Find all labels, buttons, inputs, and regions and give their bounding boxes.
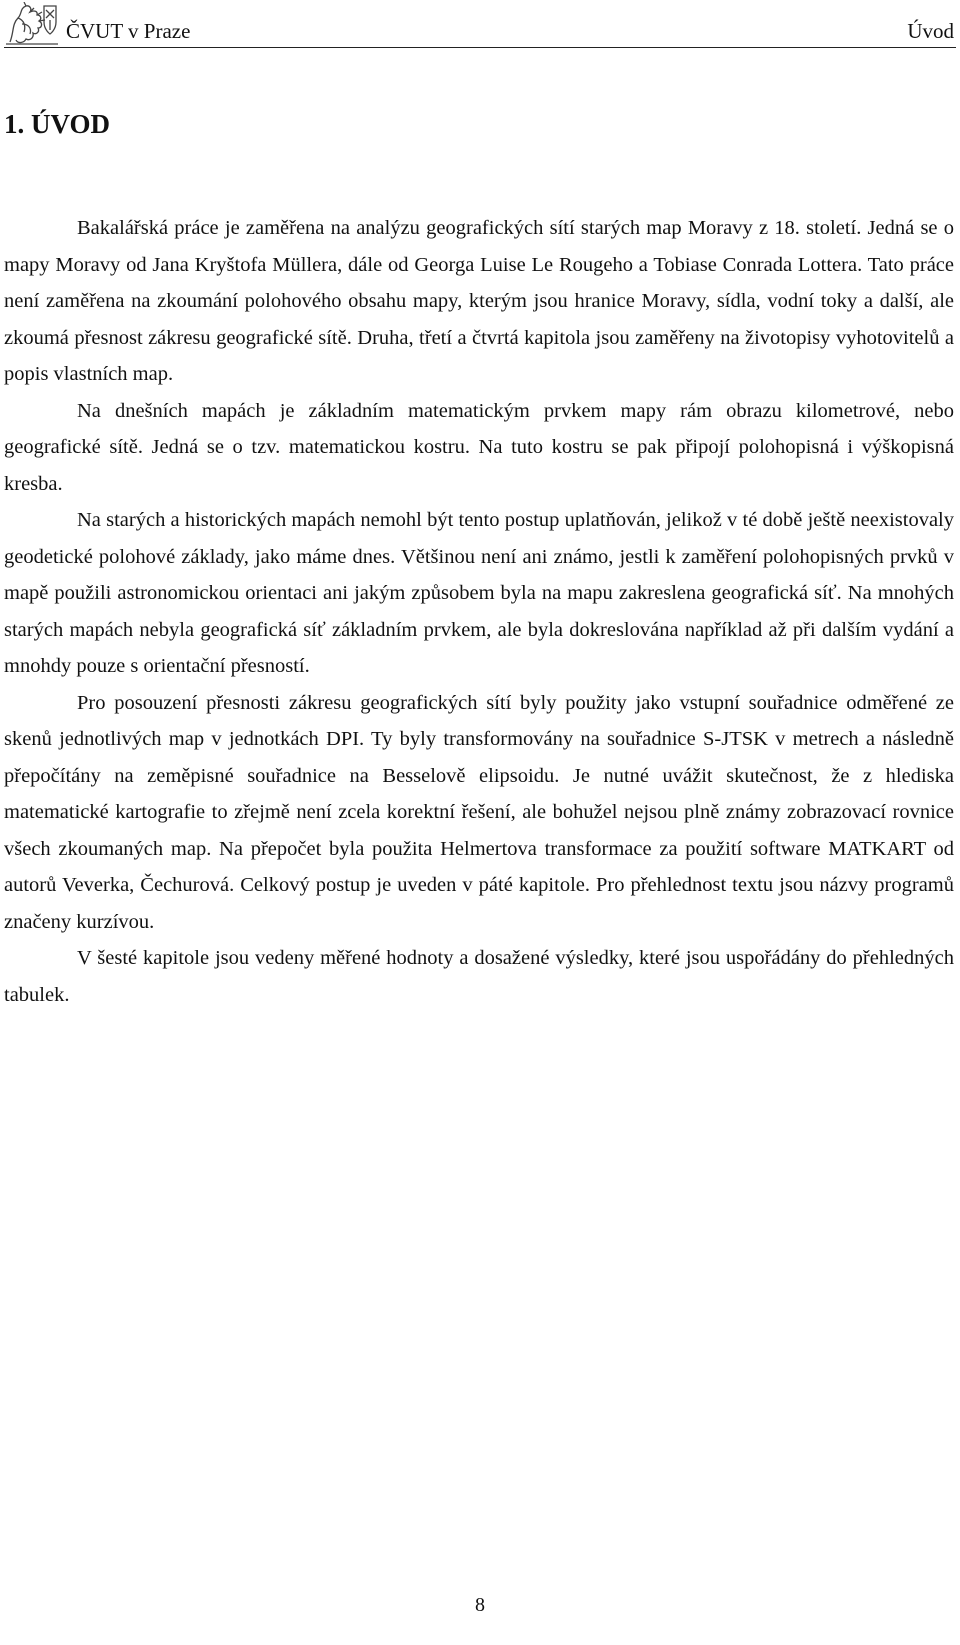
page-number: 8 — [475, 1594, 485, 1616]
header-section-title: Úvod — [907, 19, 954, 43]
paragraph-results: V šesté kapitole jsou vedeny měřené hodnoty a dosažené výsledky, které jsou uspořádány do přehledných tabulek. — [4, 947, 954, 1006]
paragraph-method: Pro posouzení přesnosti zákresu geografických sítí byly použity jako vstupní souřadnice odměřené ze skenů jednotlivých map v jednotkách DPI. Ty byly transformovány na souřadnice S-JTSK v metrech a následně přepočítány na zeměpisné souřadnice na Besselově elipsoidu. Je nutné uvážit skutečnost, že z hlediska matematické kartografie to zřejmě není zcela korektní řešení, ale bohužel nejsou plně známy zobrazovací rovnice všech zkoumaných map. Na přepočet byla použita Helmertova transformace za použití software MATKART od autorů Veverka, Čechurová. Celkový postup je uveden v páté kapitole. Pro přehlednost textu jsou názvy programů značeny kurzívou. — [4, 691, 954, 933]
body-text — [4, 210, 954, 1013]
page-header — [0, 0, 960, 50]
paragraph-historical-maps: Na starých a historických mapách nemohl být tento postup uplatňován, jelikož v té době ještě neexistovaly geodetické polohové základy, jako máme dnes. Většinou není ani známo, jestli k zaměření polohopisných prvků v mapě použili astronomickou orientaci ani jakým způsobem byla na mapu zakreslena geografická síť. Na mnohých starých mapách nebyla geografická síť základním prvkem, ale byla dokreslována například až při dalším vydání a mnohdy pouze s orientační přesností. — [4, 509, 954, 677]
chapter-heading: 1. ÚVOD — [4, 109, 110, 139]
cvut-lion-logo-icon — [4, 2, 60, 46]
header-divider — [4, 47, 956, 48]
paragraph-modern-maps: Na dnešních mapách je základním matematickým prvkem mapy rám obrazu kilometrové, nebo geografické sítě. Jedná se o tzv. matematickou kostru. Na tuto kostru se pak připojí polohopisná i výškopisná kresba. — [4, 399, 954, 495]
paragraph-intro: Bakalářská práce je zaměřena na analýzu geografických sítí starých map Moravy z 18. století. Jedná se o mapy Moravy od Jana Kryštofa Müllera, dále od Georga Luise Le Rougeho a Tobiase Conrada Lottera. Tato práce není zaměřena na zkoumání polohového obsahu mapy, kterým jsou hranice Moravy, sídla, vodní toky a další, ale zkoumá přesnost zákresu geografické sítě. Druha, třetí a čtvrtá kapitola jsou zaměřeny na životopisy vyhotovitelů a popis vlastních map. — [4, 217, 954, 385]
header-university-name: ČVUT v Praze — [66, 19, 191, 43]
